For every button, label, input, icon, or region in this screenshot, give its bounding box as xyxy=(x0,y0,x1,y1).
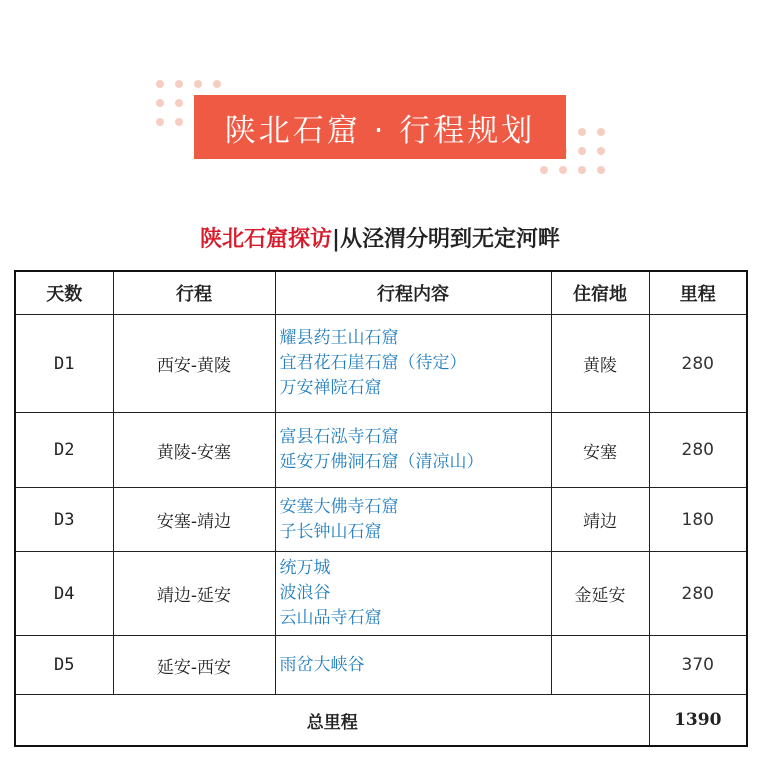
cell-stay: 安塞 xyxy=(551,413,649,488)
cell-distance: 280 xyxy=(649,315,747,413)
header-route: 行程 xyxy=(113,271,275,315)
content-item[interactable]: 延安万佛洞石窟（清凉山） xyxy=(279,452,484,472)
cell-stay: 靖边 xyxy=(551,488,649,552)
content-item[interactable]: 耀县药王山石窟 xyxy=(279,328,399,348)
cell-content xyxy=(275,413,551,488)
table-row xyxy=(15,413,747,488)
content-item[interactable]: 宜君花石崖石窟（待定） xyxy=(279,353,467,373)
cell-content xyxy=(275,636,551,695)
cell-route: 靖边-延安 xyxy=(113,552,275,636)
table-header-row xyxy=(15,271,747,315)
cell-stay xyxy=(551,636,649,695)
cell-route: 延安-西安 xyxy=(113,636,275,695)
content-item[interactable]: 安塞大佛寺石窟 xyxy=(279,496,399,517)
cell-day: D2 xyxy=(15,413,113,488)
cell-distance: 370 xyxy=(649,636,747,695)
cell-distance: 180 xyxy=(649,488,747,552)
subtitle-rest: |从泾渭分明到无定河畔 xyxy=(332,226,561,252)
cell-content xyxy=(275,488,551,552)
cell-distance: 280 xyxy=(649,552,747,636)
cell-content xyxy=(275,552,551,636)
header-stay: 住宿地 xyxy=(551,271,649,315)
content-item[interactable]: 统万城 xyxy=(279,558,331,578)
cell-day: D1 xyxy=(15,315,113,413)
cell-day: D4 xyxy=(15,552,113,636)
cell-day: D5 xyxy=(15,636,113,695)
title-banner xyxy=(194,95,566,159)
cell-distance: 280 xyxy=(649,413,747,488)
content-item[interactable]: 云山品寺石窟 xyxy=(279,608,382,628)
header-content: 行程内容 xyxy=(275,271,551,315)
cell-route: 西安-黄陵 xyxy=(113,315,275,413)
cell-route: 安塞-靖边 xyxy=(113,488,275,552)
cell-route: 黄陵-安塞 xyxy=(113,413,275,488)
subtitle-highlight: 陕北石窟探访 xyxy=(199,226,332,252)
total-value: 1390 xyxy=(649,695,747,747)
content-item[interactable]: 万安禅院石窟 xyxy=(279,378,382,398)
itinerary-table xyxy=(14,270,748,747)
content-item[interactable]: 波浪谷 xyxy=(279,583,331,603)
total-row xyxy=(15,695,747,747)
cell-stay: 金延安 xyxy=(551,552,649,636)
subtitle xyxy=(0,222,760,253)
total-label: 总里程 xyxy=(15,695,649,747)
header-distance: 里程 xyxy=(649,271,747,315)
table-row xyxy=(15,488,747,552)
table-row xyxy=(15,315,747,413)
content-item[interactable]: 子长钟山石窟 xyxy=(279,521,382,542)
cell-stay: 黄陵 xyxy=(551,315,649,413)
content-item[interactable]: 富县石泓寺石窟 xyxy=(279,427,399,447)
table-row xyxy=(15,552,747,636)
table-row xyxy=(15,636,747,695)
cell-content xyxy=(275,315,551,413)
cell-day: D3 xyxy=(15,488,113,552)
header-day: 天数 xyxy=(15,271,113,315)
content-item[interactable]: 雨岔大峡谷 xyxy=(279,654,365,675)
banner-title: 陕北石窟 · 行程规划 xyxy=(224,112,536,149)
